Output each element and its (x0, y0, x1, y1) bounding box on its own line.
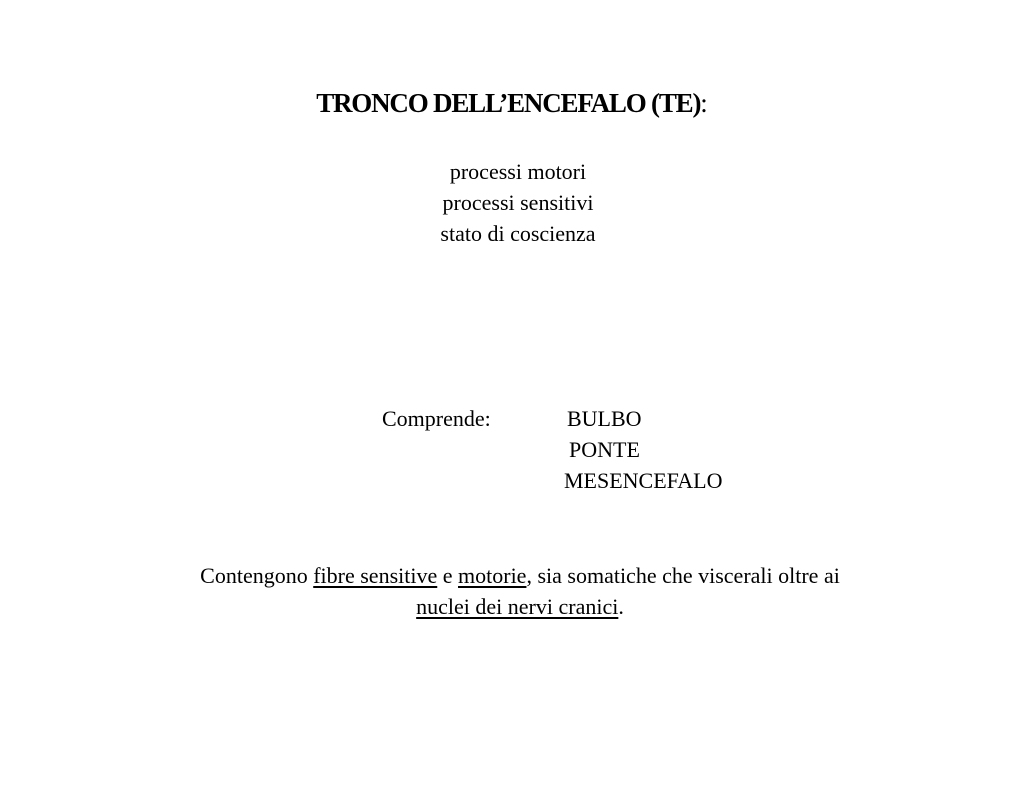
underlined-motorie: motorie (458, 563, 527, 588)
functions-list (0, 156, 1024, 249)
component-bulbo: BULBO (567, 406, 642, 431)
page-title (0, 88, 1024, 119)
function-item: processi motori (449, 159, 587, 184)
paragraph-text: . (618, 594, 624, 619)
paragraph-text: Contengono (200, 563, 314, 588)
paragraph-line-1 (0, 560, 1024, 591)
title-colon: : (700, 88, 708, 118)
underlined-fibre-sensitive: fibre sensitive (313, 563, 438, 588)
function-item: processi sensitivi (442, 190, 594, 215)
component-ponte: PONTE (569, 437, 640, 462)
component-mesencefalo: MESENCEFALO (564, 468, 723, 493)
paragraph-line-2 (0, 591, 1024, 622)
paragraph-text: , sia somatiche che viscerali oltre ai (526, 563, 840, 588)
function-item: stato di coscienza (440, 221, 596, 246)
paragraph-text: e (437, 563, 459, 588)
description-paragraph (0, 560, 1024, 622)
underlined-nuclei-nervi-cranici: nuclei dei nervi cranici (416, 594, 619, 619)
title-text: TRONCO DELL’ENCEFALO (TE) (316, 88, 701, 118)
comprende-label: Comprende: (382, 406, 491, 431)
